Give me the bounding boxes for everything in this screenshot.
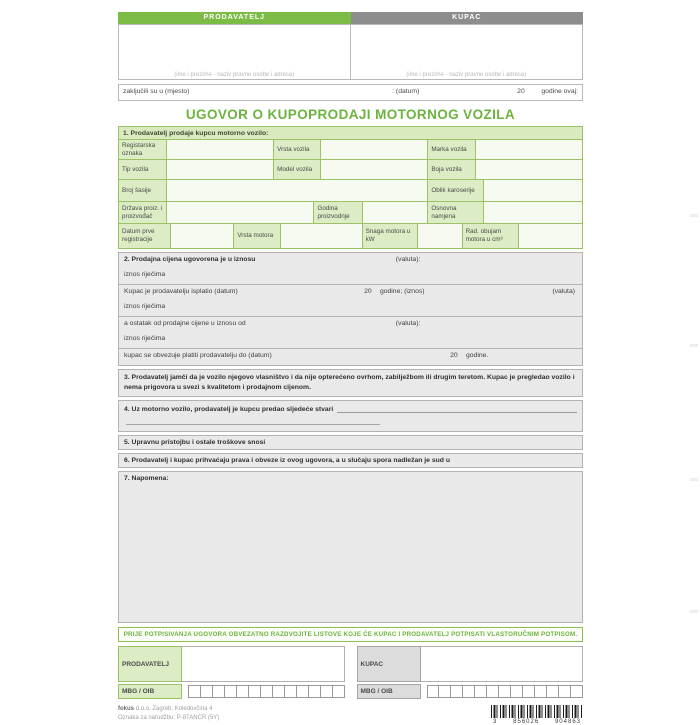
section-1-header: 1. Prodavatelj prodaje kupcu motorno vozilo:	[119, 127, 582, 140]
items-text: 4. Uz motorno vozilo, prodavatelj je kupcu predao sljedeće stvari	[124, 406, 334, 414]
concluded-place-label: zaključili su u (mjesto)	[123, 88, 190, 95]
price-remainder-row	[119, 317, 582, 349]
court-text: 6. Prodavatelj i kupac prihvaćaju prava i obveze iz ovog ugovora, a u slučaju spora nadležan je sud u	[124, 457, 450, 465]
vehicle-row-5	[119, 224, 582, 248]
seller-signature-label: PRODAVATELJ	[118, 646, 182, 682]
input-registarska-oznaka	[166, 140, 273, 159]
crop-mark	[690, 214, 698, 217]
price-remainder-label: a ostatak od prodajne cijene u iznosu od	[124, 320, 246, 327]
price-remainder-currency: (valuta):	[395, 320, 421, 327]
buyer-signature-block	[357, 646, 584, 699]
seller-signature-box	[182, 646, 345, 682]
buyer-signature-label: KUPAC	[357, 646, 421, 682]
price-paid-words-label: iznos riječima	[124, 303, 166, 310]
price-paid-row	[119, 285, 582, 317]
separate-sheets-notice: PRIJE POTPISIVANJA UGOVORA OBVEZATNO RAZDVOJITE LISTOVE KOJE ĆE KUPAC I PRODAVATELJ POTPISATI VLASTORUČNIM POTPISOM.	[118, 627, 583, 642]
vehicle-row-3	[119, 180, 582, 202]
price-due-label: kupac se obvezuje platiti prodavatelju do (datum)	[124, 352, 272, 359]
barcode-bars	[491, 705, 583, 718]
price-agreed-row	[119, 253, 582, 285]
input-oblik-karoserije	[483, 180, 582, 201]
concluded-row	[118, 84, 583, 101]
vehicle-row-4	[119, 202, 582, 224]
price-agreed-currency: (valuta):	[395, 256, 421, 263]
seller-box-caption: (ime i prezime - naziv pravne osobe i adresa)	[174, 72, 295, 78]
ean-barcode	[491, 705, 583, 725]
input-vrsta-motora	[280, 224, 362, 248]
section-6-court	[118, 453, 583, 468]
price-paid-currency: (valuta)	[552, 288, 575, 295]
price-paid-label: Kupac je prodavatelju isplatio (datum)	[124, 288, 238, 295]
fees-text: 5. Upravnu pristojbu i ostale troškove snosi	[124, 439, 266, 447]
concluded-suffix: godine ovaj:	[541, 88, 578, 95]
price-paid-amount-label: godine; (iznos)	[379, 288, 425, 295]
label-model-vozila: Model vozila	[273, 160, 320, 179]
price-due-row	[119, 349, 582, 365]
concluded-date-label: : (datum)	[392, 88, 420, 95]
input-drzava-proizvodjac	[166, 202, 313, 223]
input-boja-vozila	[475, 160, 582, 179]
crop-mark	[690, 610, 698, 613]
buyer-mbg-label: MBG / OIB	[357, 684, 421, 699]
items-fill-line	[337, 404, 577, 413]
seller-party-block	[118, 12, 351, 80]
input-snaga-motora	[417, 224, 461, 248]
items-second-line	[126, 423, 380, 425]
section-1-vehicle-table	[118, 126, 583, 249]
contract-form-page	[118, 12, 583, 725]
price-agreed-words-label: iznos riječima	[124, 271, 166, 278]
publisher-name: fokus	[118, 706, 135, 713]
publisher-imprint	[118, 705, 219, 723]
label-osnovna-namjena: Osnovna namjena	[427, 202, 483, 223]
label-datum-prve-registracije: Datum prve registracije	[119, 224, 170, 248]
seller-oib-comb-field	[188, 684, 345, 699]
seller-signature-block	[118, 646, 345, 699]
seller-name-box	[118, 24, 351, 80]
label-radni-obujam: Rad. obujam motora u cm³	[462, 224, 518, 248]
order-code: Oznaka za narudžbu: P-8TANCR (5Y)	[118, 715, 220, 722]
page-footer	[118, 705, 583, 725]
section-2-price	[118, 252, 583, 366]
barcode-digits	[491, 719, 583, 725]
input-datum-prve-registracije	[170, 224, 233, 248]
input-marka-vozila	[475, 140, 582, 159]
section-7-remarks	[118, 471, 583, 623]
publisher-address: d.o.o. Zagreb, Koledovčina 4	[135, 706, 213, 713]
barcode-digit-group-3: 904863	[554, 719, 581, 725]
input-broj-sasije	[166, 180, 427, 201]
label-snaga-motora: Snaga motora u kW	[362, 224, 418, 248]
price-paid-year: 20	[364, 288, 372, 295]
label-boja-vozila: Boja vozila	[427, 160, 474, 179]
input-osnovna-namjena	[483, 202, 582, 223]
input-model-vozila	[320, 160, 427, 179]
vehicle-row-2	[119, 160, 582, 180]
section-5-fees	[118, 435, 583, 450]
label-godina-proizvodnje: Godina proizvodnje	[313, 202, 362, 223]
label-drzava-proizvodjac: Država proiz. i proizvođač	[119, 202, 166, 223]
label-vrsta-vozila: Vrsta vozila	[273, 140, 320, 159]
warranty-text: 3. Prodavatelj jamči da je vozilo njegovo vlasništvo i da nije opterećeno ovrhom, zabilježbom ili drugim teretom. Kupac je pregledao vozilo i nema prigovora u svezi s kvalitetom i prodajnom cijenom.	[124, 374, 575, 392]
input-godina-proizvodnje	[362, 202, 427, 223]
contract-title: UGOVOR O KUPOPRODAJI MOTORNOG VOZILA	[185, 107, 516, 122]
input-vrsta-vozila	[320, 140, 427, 159]
section-4-items	[118, 400, 583, 432]
concluded-year-prefix: 20	[517, 88, 525, 95]
buyer-name-box	[351, 24, 584, 80]
label-tip-vozila: Tip vozila	[119, 160, 166, 179]
input-radni-obujam	[518, 224, 582, 248]
label-registarska-oznaka: Registarska oznaka	[119, 140, 166, 159]
barcode-digit-group-1: 3	[493, 719, 498, 725]
price-agreed-label: 2. Prodajna cijena ugovorena je u iznosu	[124, 256, 256, 263]
price-remainder-words-label: iznos riječima	[124, 335, 166, 342]
crop-mark	[690, 478, 698, 481]
label-oblik-karoserije: Oblik karoserije	[427, 180, 483, 201]
label-vrsta-motora: Vrsta motora	[233, 224, 279, 248]
parties-header-row	[118, 12, 583, 80]
buyer-party-block	[351, 12, 584, 80]
section-3-warranty	[118, 369, 583, 397]
label-broj-sasije: Broj šasije	[119, 180, 166, 201]
price-due-year: 20	[450, 352, 458, 359]
vehicle-row-1	[119, 140, 582, 160]
seller-header: PRODAVATELJ	[118, 12, 351, 24]
barcode-digit-group-2: 856026	[513, 719, 540, 725]
buyer-oib-comb-field	[427, 684, 584, 699]
buyer-header: KUPAC	[351, 12, 584, 24]
input-tip-vozila	[166, 160, 273, 179]
signature-area	[118, 646, 583, 699]
label-marka-vozila: Marka vozila	[427, 140, 474, 159]
buyer-signature-box	[421, 646, 584, 682]
remarks-label: 7. Napomena:	[124, 475, 169, 483]
price-due-suffix: godine.	[466, 352, 489, 359]
seller-mbg-label: MBG / OIB	[118, 684, 182, 699]
buyer-box-caption: (ime i prezime - naziv pravne osobe i adresa)	[406, 72, 527, 78]
crop-mark	[690, 344, 698, 347]
